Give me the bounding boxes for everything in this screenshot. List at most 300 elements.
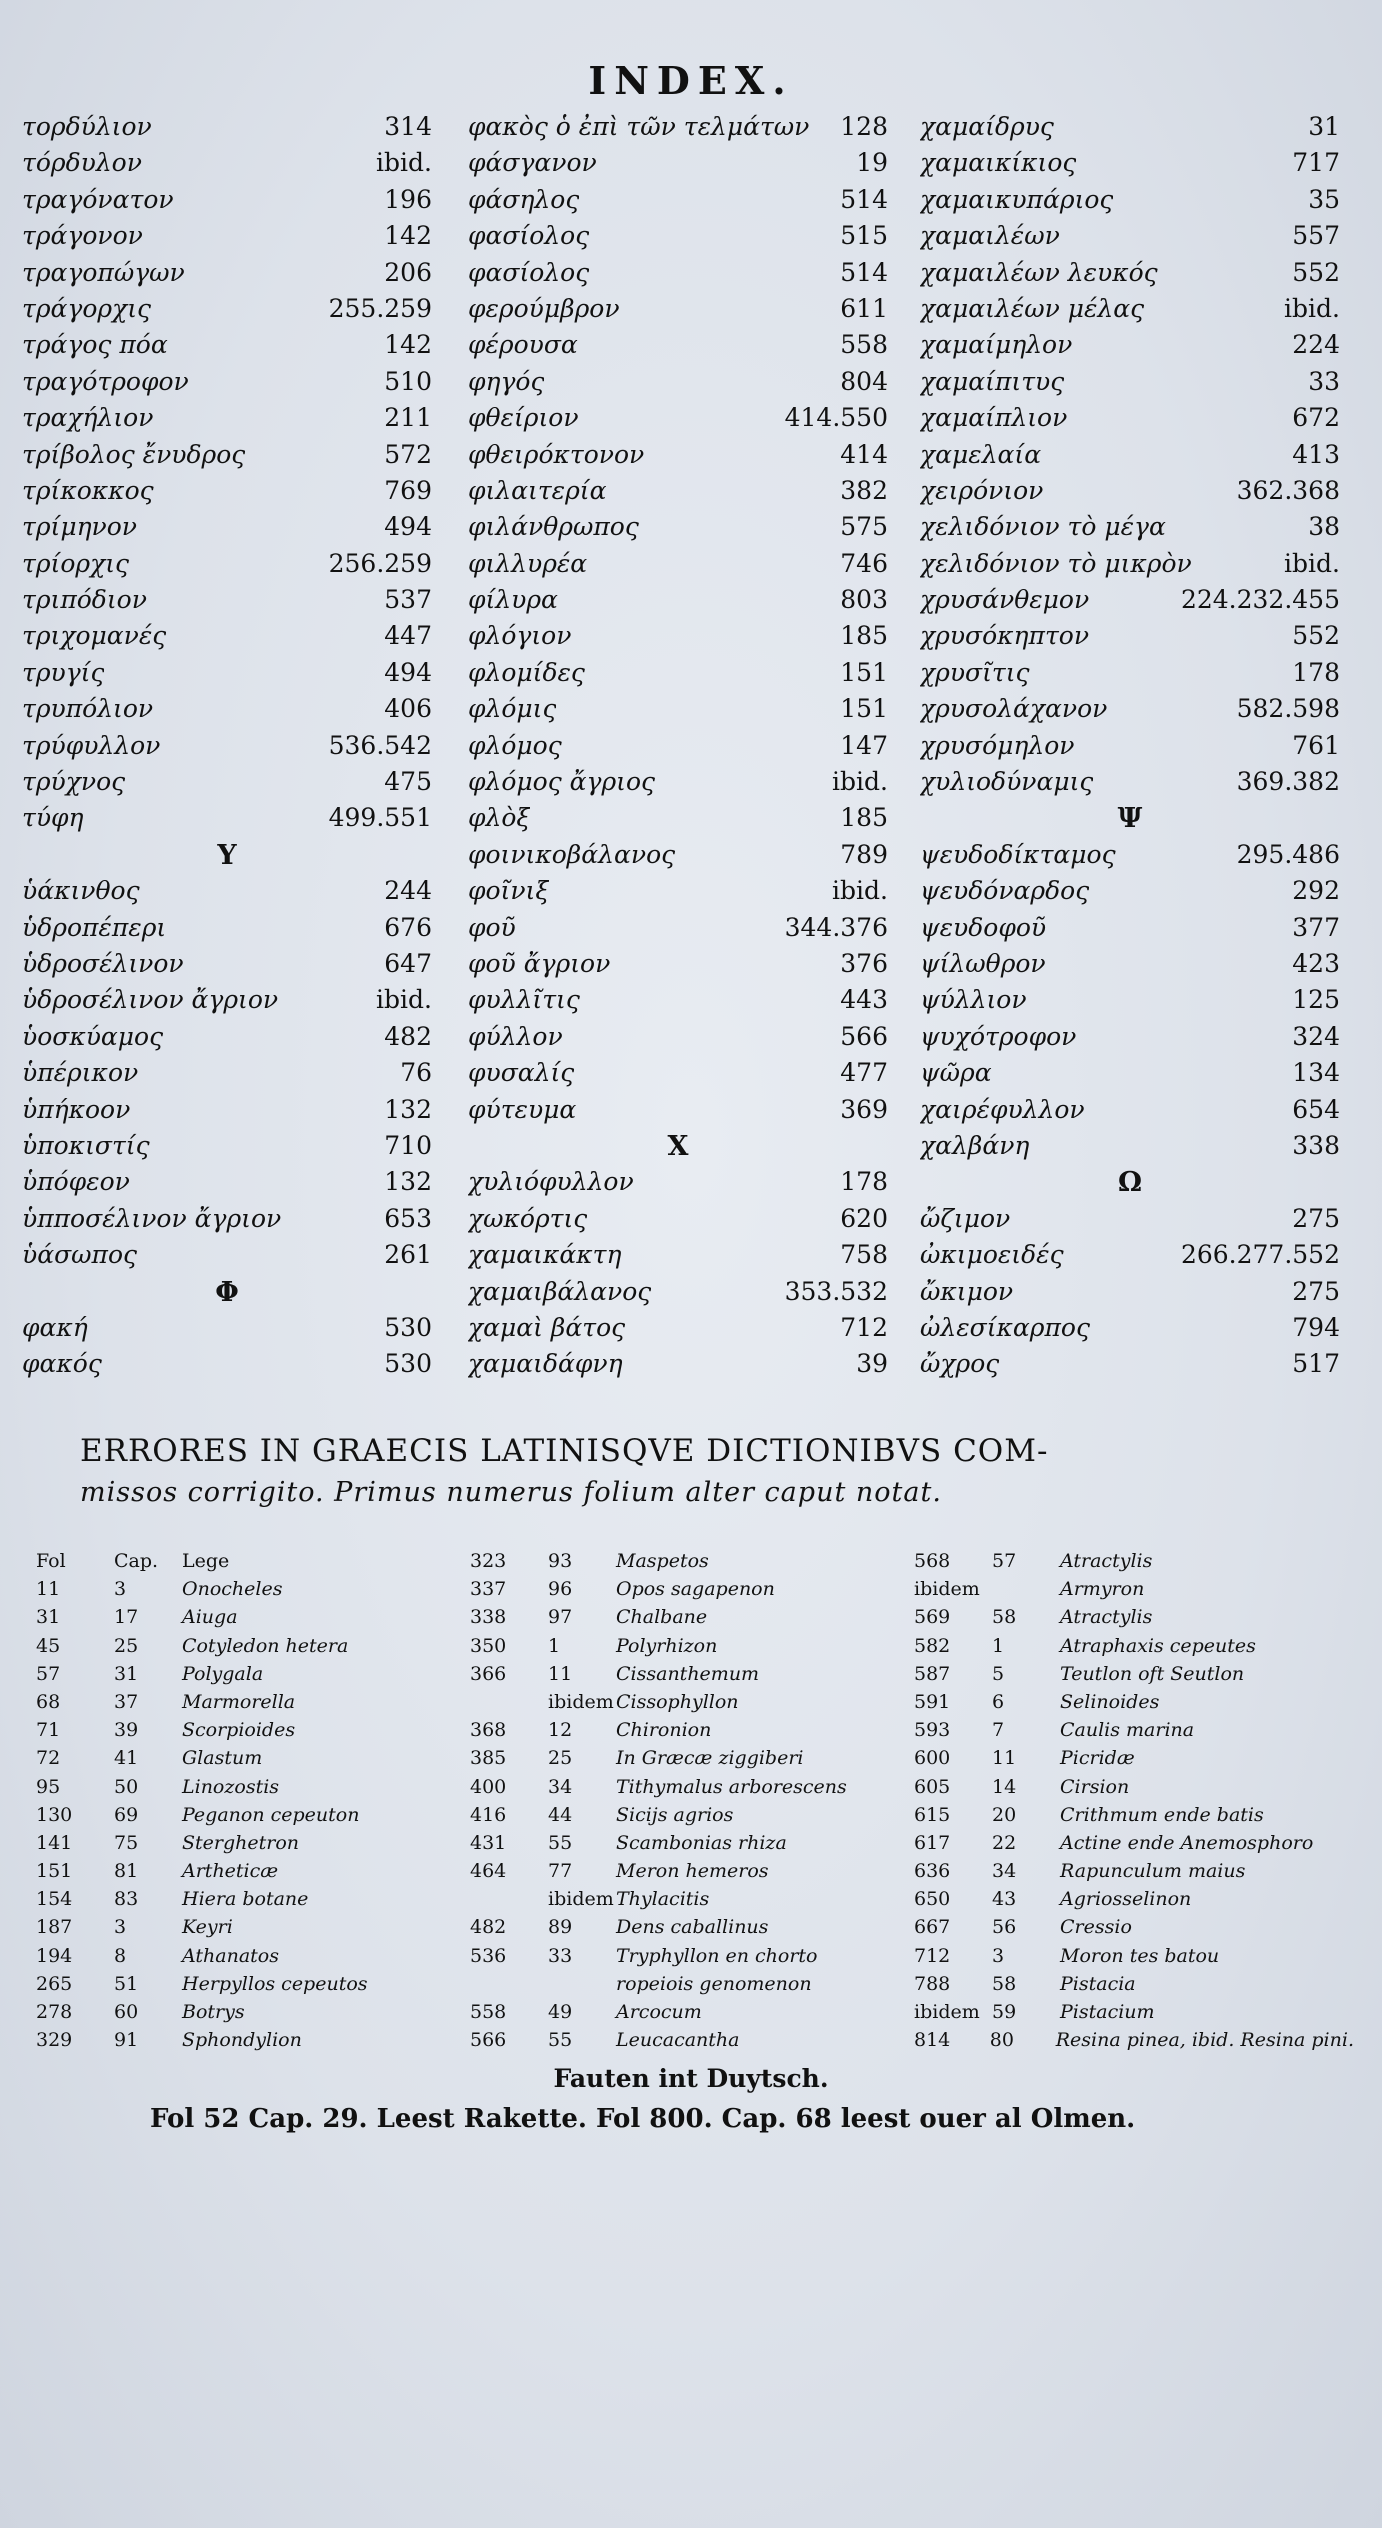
errata-correction: Picridæ <box>1060 1747 1135 1770</box>
errata-folio: 400 <box>470 1775 507 1798</box>
index-entry <box>468 913 888 949</box>
errata-correction: Scorpioides <box>182 1719 296 1742</box>
index-folio: 376 <box>840 948 888 978</box>
index-entry <box>920 440 1340 476</box>
index-entry <box>22 913 432 949</box>
errata-caput: 34 <box>992 1860 1017 1883</box>
index-folio: 537 <box>384 585 432 615</box>
index-term: χρυσῖτις <box>920 657 1030 687</box>
index-term: τρύχνος <box>22 767 126 797</box>
errata-row <box>470 1663 910 1691</box>
errata-caput: 97 <box>548 1606 573 1629</box>
index-entry <box>22 1204 432 1240</box>
index-folio: 211 <box>384 403 432 433</box>
index-entry <box>468 330 888 366</box>
errata-caput: 60 <box>114 2001 139 2023</box>
index-entry <box>468 185 888 221</box>
errata-row <box>470 2001 910 2029</box>
index-term: χαμαιλέων <box>920 221 1060 251</box>
index-term: ὠλεσίκαρπος <box>920 1312 1090 1342</box>
errata-correction: Glastum <box>182 1747 263 1770</box>
index-folio: 654 <box>1292 1094 1340 1124</box>
errata-folio: 11 <box>36 1578 61 1601</box>
index-entry <box>920 731 1340 767</box>
index-folio: ibid. <box>832 767 888 797</box>
errata-caput: 41 <box>114 1747 139 1770</box>
errata-folio: 265 <box>36 1972 73 1995</box>
errata-correction: Sphondylion <box>182 2029 302 2052</box>
index-term: φλὸξ <box>468 803 531 833</box>
index-folio: 572 <box>384 439 432 469</box>
index-term: φύλλον <box>468 1021 563 1051</box>
errata-folio: 464 <box>470 1860 507 1883</box>
index-entry <box>468 1313 888 1349</box>
errata-folio: 350 <box>470 1634 507 1657</box>
index-entry <box>22 1095 432 1131</box>
errata-row <box>36 1860 456 1888</box>
index-entry <box>22 803 432 839</box>
index-section-letter: Χ <box>667 1130 689 1162</box>
errata-row <box>470 1550 910 1578</box>
index-term: ὑάσωπος <box>22 1240 138 1270</box>
index-folio: 482 <box>384 1021 432 1051</box>
index-entry <box>468 985 888 1021</box>
errata-correction: Arcocum <box>616 2001 702 2023</box>
index-folio: 761 <box>1292 730 1340 760</box>
index-term: ψευδοδίκταμος <box>920 839 1116 869</box>
index-entry <box>22 1349 432 1385</box>
index-folio: 746 <box>840 548 888 578</box>
errata-row <box>36 2001 456 2029</box>
errata-folio: 31 <box>36 1606 61 1629</box>
index-term: φιλάνθρωπος <box>468 512 639 542</box>
index-folio: 128 <box>840 112 888 141</box>
index-entry <box>920 658 1340 694</box>
errata-folio: 593 <box>914 1719 951 1742</box>
index-entry <box>920 367 1340 403</box>
index-folio: 178 <box>1292 657 1340 687</box>
index-entry <box>920 258 1340 294</box>
index-entry <box>920 294 1340 330</box>
index-folio: 672 <box>1292 403 1340 433</box>
errata-caput: 11 <box>548 1662 573 1685</box>
index-term: τρίορχις <box>22 548 130 578</box>
index-entry <box>22 1131 432 1167</box>
index-term: φυσαλίς <box>468 1058 575 1088</box>
index-folio: 147 <box>840 730 888 760</box>
errata-correction: Cressio <box>1060 1916 1132 1939</box>
index-term: χαμαὶ βάτος <box>468 1312 626 1342</box>
errata-row <box>470 1606 910 1634</box>
index-entry <box>22 112 432 148</box>
errata-folio: 582 <box>914 1634 951 1657</box>
errata-folio: 568 <box>914 1550 951 1572</box>
index-folio: 185 <box>840 621 888 651</box>
index-folio: 76 <box>400 1058 432 1088</box>
errata-folio: 329 <box>36 2029 73 2052</box>
index-term: ὑπποσέλινον ἄγριον <box>22 1203 282 1233</box>
index-entry <box>22 1022 432 1058</box>
errata-caput: 39 <box>114 1719 139 1742</box>
errata-row <box>470 1832 910 1860</box>
errata-folio: 814 <box>914 2029 951 2052</box>
fauten-title: Fauten int Duytsch. <box>553 2064 829 2093</box>
index-term: χυλιόφυλλον <box>468 1167 634 1197</box>
fauten-line: Fol 52 Cap. 29. Leest Rakette. Fol 800. Cap. 68 leest ouer al Olmen. <box>150 2104 1136 2134</box>
errata-caput: 20 <box>992 1803 1017 1826</box>
index-folio: 620 <box>840 1203 888 1233</box>
index-term: χελιδόνιον τὸ μέγα <box>920 512 1166 542</box>
errata-correction: Maspetos <box>616 1550 709 1572</box>
index-entry <box>920 694 1340 730</box>
errata-row <box>914 1663 1354 1691</box>
index-entry <box>22 585 432 621</box>
errata-caput: 44 <box>548 1803 573 1826</box>
errata-caput: 57 <box>992 1550 1017 1572</box>
errata-correction: Keyri <box>182 1916 233 1939</box>
errata-column-2 <box>470 1550 910 2057</box>
errata-row <box>470 1860 910 1888</box>
index-entry <box>920 1240 1340 1276</box>
index-term: χαμελαία <box>920 439 1042 469</box>
errata-caput: 37 <box>114 1690 139 1713</box>
index-term: χαμαίπιτυς <box>920 366 1065 396</box>
index-folio: 369 <box>840 1094 888 1124</box>
errata-folio: 600 <box>914 1747 951 1770</box>
index-term: φασίολος <box>468 257 590 287</box>
errata-correction: Hiera botane <box>182 1888 309 1911</box>
index-entry <box>468 476 888 512</box>
errata-correction: Onocheles <box>182 1578 283 1601</box>
index-term: τύφη <box>22 803 84 833</box>
index-folio: 224.232.455 <box>1180 585 1340 615</box>
index-folio: 39 <box>856 1349 888 1379</box>
index-term: φοῖνιξ <box>468 876 550 906</box>
errata-folio: 141 <box>36 1831 73 1854</box>
errata-row <box>470 1635 910 1663</box>
errata-correction: Crithmum ende batis <box>1060 1803 1264 1826</box>
index-term: φερούμβρον <box>468 293 620 323</box>
errata-correction: Leucacantha <box>616 2029 740 2052</box>
index-entry <box>22 221 432 257</box>
errata-folio: 617 <box>914 1831 951 1854</box>
index-term: φλόγιον <box>468 621 572 651</box>
index-folio: 494 <box>384 657 432 687</box>
errata-row <box>470 1973 910 2001</box>
index-entry <box>468 294 888 330</box>
errata-caput: 69 <box>114 1803 139 1826</box>
index-folio: 275 <box>1292 1276 1340 1306</box>
index-entry <box>468 1277 888 1313</box>
errata-caput: 25 <box>548 1747 573 1770</box>
index-column-3 <box>920 112 1340 1386</box>
errata-correction: Atractylis <box>1060 1606 1153 1629</box>
errata-correction: Rapunculum maius <box>1060 1860 1246 1883</box>
index-folio: 132 <box>384 1094 432 1124</box>
errata-folio: 650 <box>914 1888 951 1911</box>
errata-correction: Scambonias rhiza <box>616 1831 787 1854</box>
errata-row <box>914 1860 1354 1888</box>
index-folio: 31 <box>1308 112 1340 141</box>
index-folio: 536.542 <box>328 730 432 760</box>
index-folio: 758 <box>840 1240 888 1270</box>
index-folio: 557 <box>1292 221 1340 251</box>
index-term: ψευδόναρδος <box>920 876 1090 906</box>
errata-caput: 49 <box>548 2001 573 2023</box>
index-term: χαμαικάκτη <box>468 1240 622 1270</box>
index-entry <box>468 1167 888 1203</box>
errata-folio: 482 <box>470 1916 507 1939</box>
errata-caput: 75 <box>114 1831 139 1854</box>
errata-row <box>36 1691 456 1719</box>
index-entry <box>22 876 432 912</box>
errata-folio: 431 <box>470 1831 507 1854</box>
errata-heading-line1: ERRORES IN GRAECIS LATINISQVE DICTIONIBVS COM- <box>80 1433 1049 1469</box>
index-entry <box>920 621 1340 657</box>
index-term: φοῦ <box>468 912 516 942</box>
errata-row <box>470 1804 910 1832</box>
index-folio: 712 <box>840 1312 888 1342</box>
index-term: χαμαιβάλανος <box>468 1276 652 1306</box>
index-entry <box>920 512 1340 548</box>
index-folio: 566 <box>840 1021 888 1051</box>
index-folio: 611 <box>840 293 888 323</box>
errata-row <box>36 1804 456 1832</box>
index-term: φοινικοβάλανος <box>468 839 676 869</box>
index-term: φθείριον <box>468 403 579 433</box>
index-term: χωκόρτις <box>468 1203 588 1233</box>
errata-row <box>470 1945 910 1973</box>
index-folio: 552 <box>1292 257 1340 287</box>
index-term: φακός <box>22 1349 102 1379</box>
index-folio: 142 <box>384 221 432 251</box>
index-entry <box>22 985 432 1021</box>
errata-folio: 615 <box>914 1803 951 1826</box>
index-folio: 142 <box>384 330 432 360</box>
index-folio: 530 <box>384 1312 432 1342</box>
errata-row <box>36 1888 456 1916</box>
index-term: φλόμος ἄγριος <box>468 767 656 797</box>
errata-caput: 25 <box>114 1634 139 1657</box>
index-folio: ibid. <box>376 985 432 1015</box>
errata-folio: 337 <box>470 1578 507 1601</box>
errata-caput: 6 <box>992 1690 1005 1713</box>
index-term: χαμαίπλιον <box>920 403 1068 433</box>
index-term: φάσηλος <box>468 184 580 214</box>
index-folio: 794 <box>1292 1312 1340 1342</box>
errata-row <box>914 1916 1354 1944</box>
index-entry <box>22 549 432 585</box>
index-entry <box>468 621 888 657</box>
index-folio: 125 <box>1292 985 1340 1015</box>
index-term: ὤχρος <box>920 1349 1000 1379</box>
errata-correction: Cirsion <box>1060 1775 1130 1798</box>
errata-caput: 8 <box>114 1944 127 1967</box>
index-entry <box>22 949 432 985</box>
index-entry <box>920 403 1340 439</box>
index-folio: ibid. <box>832 876 888 906</box>
errata-caput: 7 <box>992 1719 1005 1742</box>
index-entry <box>920 1022 1340 1058</box>
page-title: INDEX. <box>588 58 794 103</box>
index-term: ὑδροσέλινον <box>22 948 184 978</box>
index-term: χαμαιλέων μέλας <box>920 293 1145 323</box>
errata-row <box>36 1663 456 1691</box>
index-term: φακή <box>22 1312 88 1342</box>
index-entry <box>468 767 888 803</box>
errata-correction: In Græcæ ziggiberi <box>616 1747 804 1770</box>
errata-row <box>914 1804 1354 1832</box>
errata-caput: 56 <box>992 1916 1017 1939</box>
errata-row <box>470 1888 910 1916</box>
errata-correction: Caulis marina <box>1060 1719 1195 1742</box>
errata-caput: ibidem <box>548 1690 614 1713</box>
index-entry <box>468 949 888 985</box>
errata-caput: 1 <box>548 1634 561 1657</box>
errata-caput: ibidem <box>548 1888 614 1911</box>
index-term: τορδύλιον <box>22 112 152 141</box>
index-entry <box>920 1131 1340 1167</box>
errata-row <box>914 1578 1354 1606</box>
errata-row <box>470 1776 910 1804</box>
index-folio: 494 <box>384 512 432 542</box>
index-term: τράγος πόα <box>22 330 168 360</box>
errata-caput: 81 <box>114 1860 139 1883</box>
errata-folio: 788 <box>914 1972 951 1995</box>
index-folio: 803 <box>840 585 888 615</box>
errata-correction: Pistacium <box>1060 2001 1155 2023</box>
errata-correction: Cissanthemum <box>616 1662 760 1685</box>
index-term: τρίκοκκος <box>22 475 154 505</box>
errata-row <box>36 1747 456 1775</box>
errata-correction: Artheticæ <box>182 1860 279 1883</box>
index-term: χειρόνιον <box>920 475 1044 505</box>
errata-caput: 59 <box>992 2001 1017 2023</box>
index-section-letter: Ψ <box>1117 803 1143 835</box>
errata-caput: 93 <box>548 1550 573 1572</box>
index-folio: 255.259 <box>328 293 432 323</box>
index-entry <box>920 767 1340 803</box>
index-entry <box>22 476 432 512</box>
index-folio: 676 <box>384 912 432 942</box>
index-term: τραχήλιον <box>22 403 154 433</box>
index-folio: 499.551 <box>328 803 432 833</box>
index-term: φέρουσα <box>468 330 578 360</box>
errata-row <box>470 1578 910 1606</box>
index-term: ψευδοφοῦ <box>920 912 1047 942</box>
index-term: φλομίδες <box>468 657 585 687</box>
index-term: φιλλυρέα <box>468 548 588 578</box>
index-folio: 530 <box>384 1349 432 1379</box>
index-entry <box>468 148 888 184</box>
index-entry <box>22 403 432 439</box>
index-folio: 196 <box>384 184 432 214</box>
errata-row <box>470 1916 910 1944</box>
errata-correction: Cissophyllon <box>616 1690 739 1713</box>
index-folio: 362.368 <box>1236 475 1340 505</box>
errata-correction: Botrys <box>182 2001 245 2023</box>
index-folio: 38 <box>1308 512 1340 542</box>
index-term: χαλβάνη <box>920 1130 1030 1160</box>
index-folio: 369.382 <box>1236 767 1340 797</box>
index-term: ὤζιμον <box>920 1203 1011 1233</box>
errata-caput: 96 <box>548 1578 573 1601</box>
errata-folio: 194 <box>36 1944 73 1967</box>
errata-correction: Chalbane <box>616 1606 708 1629</box>
index-folio: 266.277.552 <box>1180 1240 1340 1270</box>
index-term: τρυπόλιον <box>22 694 154 724</box>
errata-caput: 3 <box>114 1578 127 1601</box>
errata-correction: Atraphaxis cepeutes <box>1060 1634 1256 1657</box>
errata-column-1 <box>36 1550 456 2057</box>
index-entry <box>468 112 888 148</box>
index-entry <box>920 1313 1340 1349</box>
errata-folio: 338 <box>470 1606 507 1629</box>
index-entry <box>920 476 1340 512</box>
index-term: τράγονον <box>22 221 143 251</box>
index-folio: 256.259 <box>328 548 432 578</box>
index-folio: 414 <box>840 439 888 469</box>
index-term: ψῶρα <box>920 1058 992 1088</box>
errata-caput: 80 <box>989 2029 1014 2052</box>
index-entry <box>22 731 432 767</box>
errata-row <box>914 1550 1354 1578</box>
index-folio: 804 <box>840 366 888 396</box>
index-folio: 413 <box>1292 439 1340 469</box>
index-section-letter: Υ <box>217 839 237 871</box>
index-folio: 653 <box>384 1203 432 1233</box>
errata-caput: 31 <box>114 1662 139 1685</box>
errata-row <box>470 2029 910 2057</box>
errata-column-3 <box>914 1550 1354 2057</box>
errata-folio: 71 <box>36 1719 61 1742</box>
index-entry <box>468 512 888 548</box>
errata-correction: Thylacitis <box>616 1888 710 1911</box>
index-folio: 151 <box>840 657 888 687</box>
errata-caput: 3 <box>992 1944 1005 1967</box>
errata-correction: Chironion <box>616 1719 712 1742</box>
errata-correction: Tithymalus arborescens <box>616 1775 847 1798</box>
errata-caput: 58 <box>992 1606 1017 1629</box>
index-section-letter: Φ <box>215 1276 239 1308</box>
index-entry <box>22 1313 432 1349</box>
index-entry <box>468 1204 888 1240</box>
index-folio: 558 <box>840 330 888 360</box>
index-term: τρίβολος ἔνυδρος <box>22 439 246 469</box>
index-term: φυλλῖτις <box>468 985 580 1015</box>
index-term: χαμαικυπάριος <box>920 184 1114 214</box>
index-folio: 414.550 <box>784 403 888 433</box>
index-folio: 377 <box>1292 912 1340 942</box>
errata-row <box>470 1719 910 1747</box>
index-entry <box>22 185 432 221</box>
errata-folio: 587 <box>914 1662 951 1685</box>
index-entry <box>920 985 1340 1021</box>
index-entry <box>920 840 1340 876</box>
index-entry <box>468 585 888 621</box>
index-entry <box>468 840 888 876</box>
index-column-1 <box>22 112 432 1386</box>
errata-heading <box>80 1430 1340 1514</box>
index-folio: 406 <box>384 694 432 724</box>
index-term: φθειρόκτονον <box>468 439 645 469</box>
index-term: φίλυρα <box>468 585 558 615</box>
errata-row <box>36 1973 456 2001</box>
errata-caput: 17 <box>114 1606 139 1629</box>
index-entry <box>22 148 432 184</box>
index-folio: 33 <box>1308 366 1340 396</box>
errata-caput: 51 <box>114 1972 139 1995</box>
